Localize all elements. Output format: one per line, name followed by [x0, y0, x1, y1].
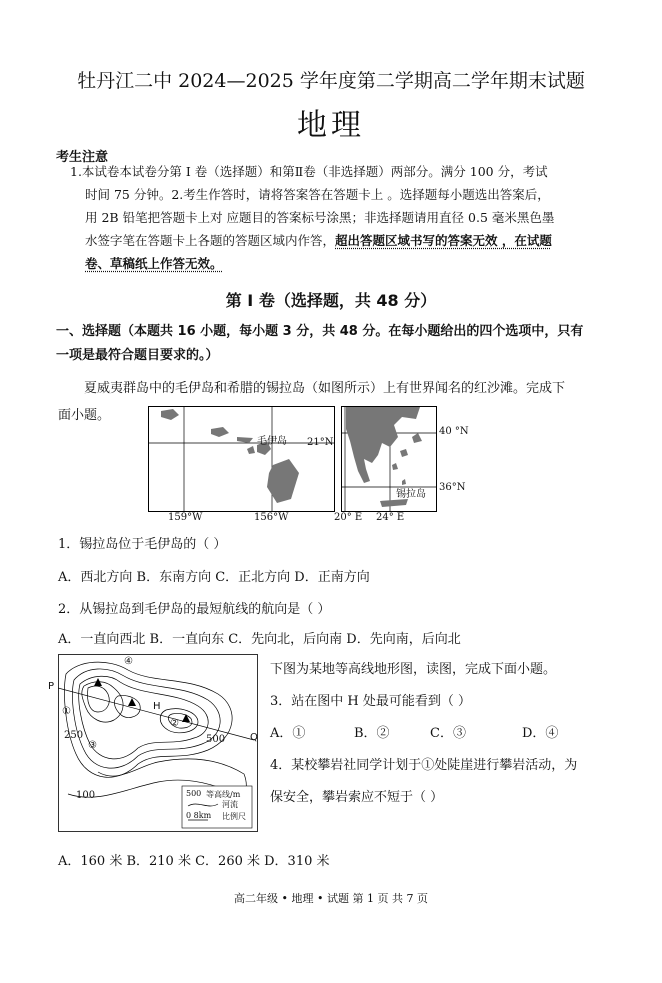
- legend-scale-num: 0 8km: [186, 811, 212, 820]
- legend-scale: 比例尺: [222, 812, 246, 821]
- subject-title: 地理: [297, 108, 365, 143]
- section-title: 第 I 卷（选择题，共 48 分）: [225, 291, 437, 310]
- lon-label: 24° E: [376, 512, 405, 523]
- contour-map: [48, 654, 258, 832]
- oahu-island: [211, 427, 229, 437]
- contour-value: 250: [64, 730, 84, 741]
- point-q-label: Q: [250, 732, 258, 743]
- part-line: 一项是最符合题目要求的。）: [56, 348, 219, 363]
- notice-line: 时间 75 分钟。2.考生作答时，请将答案答在答题卡上 。选择题每小题选出答案后，: [85, 187, 550, 202]
- kauai-island: [161, 409, 179, 420]
- hawaii-map: [148, 406, 335, 512]
- intro-line: 面小题。: [58, 408, 111, 423]
- question-options: A．西北方向 B．东南方向 C．正北方向 D．正南方向: [58, 570, 370, 585]
- islet: [400, 449, 408, 457]
- marker-3-label: ③: [88, 740, 97, 751]
- part-instructions: [56, 320, 616, 368]
- question-stem: 2．从锡拉岛到毛伊岛的最短航线的航向是（ ）: [58, 602, 331, 617]
- question-options: A．一直向西北 B．一直向东 C．先向北，后向南 D．先向南，后向北: [58, 632, 461, 647]
- greece-map: [341, 406, 437, 512]
- molokai-island: [237, 437, 253, 443]
- notice-line: 1.本试卷本试卷分第 I 卷（选择题）和第Ⅱ卷（非选择题）两部分。满分 100 分，考试: [70, 164, 548, 179]
- lat-label: 36°N: [439, 482, 466, 493]
- point-p-label: P: [48, 681, 55, 692]
- thera-label: 锡拉岛: [396, 489, 426, 500]
- lon-label: 20° E: [334, 512, 363, 523]
- islet: [392, 463, 398, 470]
- passage-intro: [58, 372, 618, 406]
- notice-warning: 卷、草稿纸上作答无效。: [85, 256, 223, 271]
- page-footer: 高二年级 • 地理 • 试题 第 1 页 共 7 页: [234, 892, 428, 905]
- notice-warning: 超出答题区域书写的答案无效 ，在试题: [335, 233, 552, 248]
- question-stem: 保安全，攀岩索应不短于（ ）: [270, 790, 444, 805]
- option: B．②: [354, 726, 390, 741]
- lat-label: 40 °N: [439, 426, 469, 437]
- option: D．④: [522, 726, 559, 741]
- exam-title: 牡丹江二中 2024—2025 学年度第二学期高二学年期末试题: [77, 70, 585, 92]
- contour-value: 100: [76, 790, 96, 801]
- option: A．①: [270, 726, 306, 741]
- option: C．③: [430, 726, 466, 741]
- legend-value: 500: [186, 789, 202, 798]
- intro-line: 夏威夷群岛中的毛伊岛和希腊的锡拉岛（如图所示）上有世界闻名的红沙滩。完成下: [84, 381, 566, 396]
- lon-label: 156°W: [254, 512, 289, 523]
- marker-2-label: ②: [170, 718, 179, 729]
- legend-river: 河流: [222, 800, 238, 809]
- question-stem: 3．站在图中 H 处最可能看到（ ）: [270, 694, 472, 709]
- notice-text: 水签字笔在答题卡上各题的答题区域内作答，: [85, 233, 336, 248]
- islet: [412, 433, 422, 443]
- crete-island: [380, 499, 408, 507]
- marker-4-label: ④: [124, 656, 133, 667]
- marker-1-label: ①: [62, 706, 71, 717]
- question-stem: 4．某校攀岩社同学计划于①处陡崖进行攀岩活动，为: [270, 758, 578, 773]
- notice-line: 用 2B 铅笔把答题卡上对 应题目的答案标号涂黑；非选择题请用直径 0.5 毫米黑色墨: [85, 210, 555, 225]
- lanai-island: [247, 446, 255, 454]
- notice-heading: 考生注意: [56, 150, 109, 165]
- legend-contour: 等高线/m: [206, 790, 241, 799]
- notice-block: [70, 160, 610, 275]
- maui-label: 毛伊岛: [257, 436, 287, 447]
- question-options: A．160 米 B．210 米 C．260 米 D．310 米: [58, 854, 330, 869]
- question-options: [270, 722, 590, 741]
- part-line: 一、选择题（本题共 16 小题，每小题 3 分，共 48 分。在每小题给出的四个选项中，只有: [56, 324, 584, 339]
- notice-line: [70, 229, 610, 252]
- greece-mainland: [346, 407, 420, 483]
- contour-value: 500: [206, 734, 226, 745]
- point-h-label: H: [153, 701, 161, 712]
- lat-label: 21°N: [307, 437, 334, 448]
- topo-intro: 下图为某地等高线地形图，读图，完成下面小题。: [270, 662, 557, 677]
- question-stem: 1．锡拉岛位于毛伊岛的（ ）: [58, 537, 227, 552]
- lon-label: 159°W: [168, 512, 203, 523]
